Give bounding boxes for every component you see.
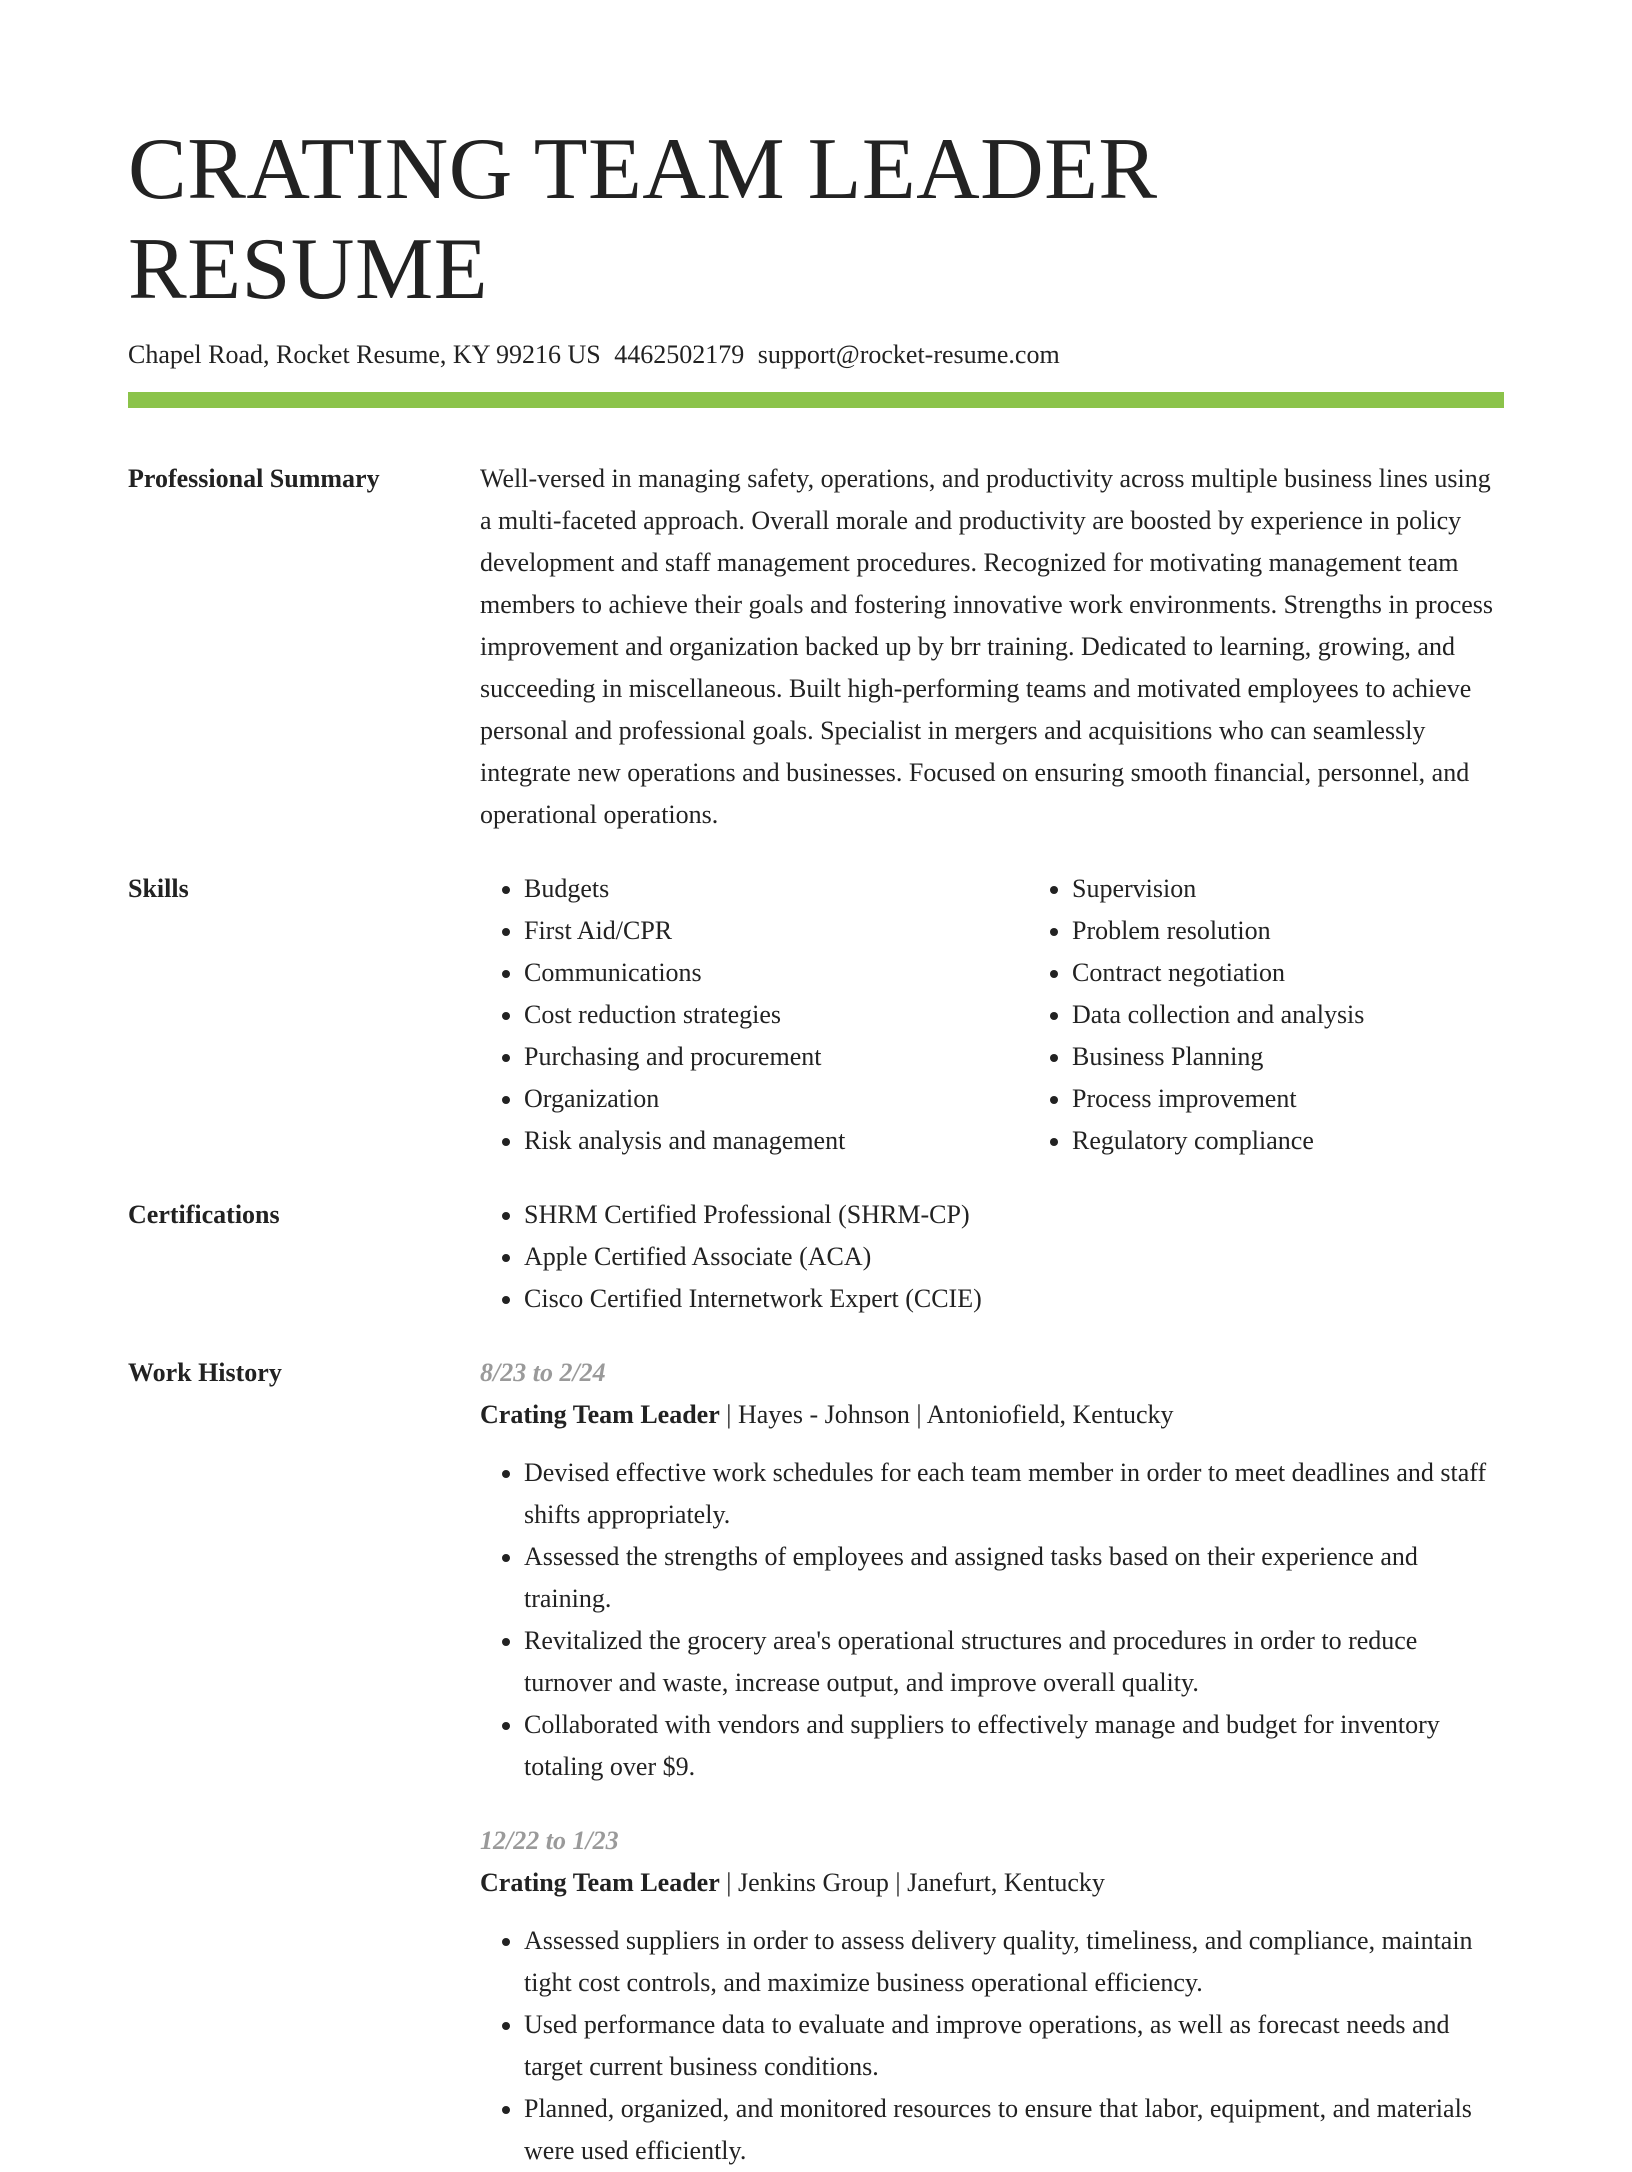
certification-item: • Cisco Certified Internetwork Expert (CCIE)	[524, 1278, 1504, 1320]
skill-item: • Budgets	[524, 868, 1028, 910]
section-professional-summary	[128, 458, 1504, 836]
job-entry	[480, 1352, 1504, 1788]
job-bullet: • Revitalized the grocery area's operational structures and procedures in order to reduce turnover and waste, increase output, and improve overall quality.	[524, 1620, 1504, 1704]
job-bullet: • Planned, organized, and monitored resources to ensure that labor, equipment, and materials were used efficiently.	[524, 2088, 1504, 2172]
skill-item: • Process improvement	[1072, 1078, 1504, 1120]
job-title: Crating Team Leader	[480, 1400, 720, 1429]
section-label-certifications: Certifications	[128, 1200, 280, 1229]
job-entry	[480, 1820, 1504, 2172]
work-history-body	[480, 1352, 1504, 2172]
section-work-history	[128, 1352, 1504, 2172]
skill-item: • Communications	[524, 952, 1028, 994]
skills-columns	[480, 868, 1504, 1162]
job-bullet: • Devised effective work schedules for each team member in order to meet deadlines and staff shifts appropriately.	[524, 1452, 1504, 1536]
skills-list-left	[480, 868, 1028, 1162]
job-dates: 8/23 to 2/24	[480, 1358, 606, 1387]
skill-item: • Supervision	[1072, 868, 1504, 910]
skill-item: • Contract negotiation	[1072, 952, 1504, 994]
section-label-work-history: Work History	[128, 1358, 282, 1387]
certification-item: • SHRM Certified Professional (SHRM-CP)	[524, 1194, 1504, 1236]
section-label-summary: Professional Summary	[128, 464, 380, 493]
job-heading	[480, 1862, 1504, 1904]
skills-list-right	[1028, 868, 1504, 1162]
job-employer-location: | Hayes - Johnson | Antoniofield, Kentucky	[719, 1400, 1174, 1429]
resume-page	[128, 120, 1504, 2172]
skill-item: • Organization	[524, 1078, 1028, 1120]
certifications-body	[480, 1194, 1504, 1320]
job-dates: 12/22 to 1/23	[480, 1826, 619, 1855]
summary-text: Well-versed in managing safety, operations, and productivity across multiple business lines using a multi-faceted approach. Overall morale and productivity are boosted by experience in policy development and staff management procedures. Recognized for motivating management team members to achieve their goals and fostering innovative work environments. Strengths in process improvement and organization backed up by brr training. Dedicated to learning, growing, and succeeding in miscellaneous. Built high-performing teams and motivated employees to achieve personal and professional goals. Specialist in mergers and acquisitions who can seamlessly integrate new operations and businesses. Focused on ensuring smooth financial, personnel, and operational operations.	[480, 464, 1494, 829]
job-title: Crating Team Leader	[480, 1868, 720, 1897]
skill-item: • Purchasing and procurement	[524, 1036, 1028, 1078]
skill-item: • Regulatory compliance	[1072, 1120, 1504, 1162]
summary-body	[480, 458, 1504, 836]
certifications-list	[480, 1194, 1504, 1320]
job-bullet: • Assessed suppliers in order to assess delivery quality, timeliness, and compliance, maintain tight cost controls, and maximize business operational efficiency.	[524, 1920, 1504, 2004]
job-bullets	[480, 1920, 1504, 2172]
job-bullet: • Collaborated with vendors and suppliers to effectively manage and budget for inventory totaling over $9.	[524, 1704, 1504, 1788]
skill-item: • Risk analysis and management	[524, 1120, 1028, 1162]
resume-title: CRATING TEAM LEADER RESUME	[128, 121, 1158, 318]
job-heading	[480, 1394, 1504, 1436]
job-employer-location: | Jenkins Group | Janefurt, Kentucky	[719, 1868, 1105, 1897]
job-bullet: • Used performance data to evaluate and improve operations, as well as forecast needs and target current business conditions.	[524, 2004, 1504, 2088]
job-bullets	[480, 1452, 1504, 1788]
job-bullet: • Assessed the strengths of employees and assigned tasks based on their experience and training.	[524, 1536, 1504, 1620]
skill-item: • Cost reduction strategies	[524, 994, 1028, 1036]
accent-divider	[128, 392, 1504, 408]
certification-item: • Apple Certified Associate (ACA)	[524, 1236, 1504, 1278]
skill-item: • First Aid/CPR	[524, 910, 1028, 952]
section-label-skills: Skills	[128, 874, 189, 903]
contact-email[interactable]: support@rocket-resume.com	[757, 340, 1060, 369]
contact-phone: 4462502179	[614, 340, 745, 369]
contact-line	[128, 338, 1504, 372]
section-certifications	[128, 1194, 1504, 1320]
skill-item: • Data collection and analysis	[1072, 994, 1504, 1036]
contact-address: Chapel Road, Rocket Resume, KY 99216 US	[128, 340, 601, 369]
section-skills	[128, 868, 1504, 1162]
skill-item: • Business Planning	[1072, 1036, 1504, 1078]
skill-item: • Problem resolution	[1072, 910, 1504, 952]
